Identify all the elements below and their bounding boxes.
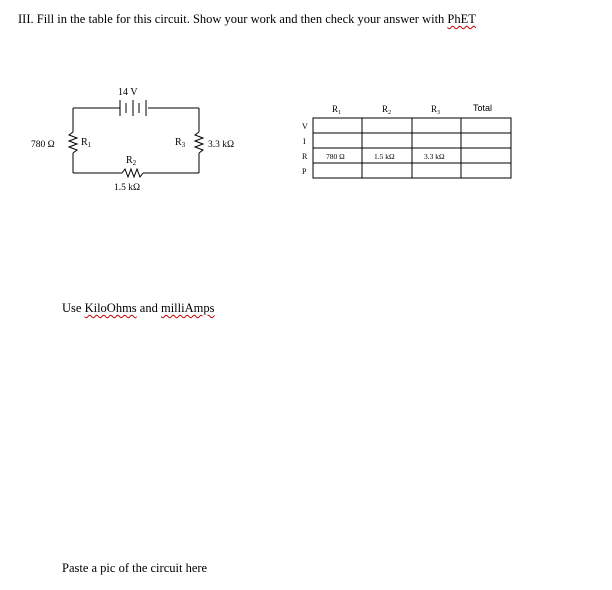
table-row-label-i: I bbox=[303, 137, 306, 146]
table-cell-r-r1: 780 Ω bbox=[326, 152, 345, 161]
table-row-label-v: V bbox=[302, 122, 308, 131]
heading-phet-word: PhET bbox=[447, 12, 476, 26]
note-kiloohms: KiloOhms bbox=[84, 301, 137, 315]
table-header-r1: $R_1$ bbox=[332, 104, 342, 116]
table-header-r3: $R_3$ bbox=[431, 104, 441, 116]
note-milliamps: milliAmps bbox=[160, 301, 215, 315]
note-prefix: Use bbox=[62, 301, 85, 315]
table-cell-r-r3: 3.3 kΩ bbox=[424, 152, 445, 161]
note-and: and bbox=[136, 301, 161, 315]
r3-value-label: 3.3 kΩ bbox=[208, 140, 235, 150]
paste-instruction: Paste a pic of the circuit here bbox=[62, 561, 208, 575]
battery-voltage-label: 14 V bbox=[118, 87, 138, 98]
table-row-label-r: R bbox=[302, 152, 308, 161]
table-header-total: Total bbox=[473, 103, 493, 113]
r2-value-label: 1.5 kΩ bbox=[114, 183, 141, 193]
table-cell-r-r2: 1.5 kΩ bbox=[374, 152, 395, 161]
r1-value-label: 780 Ω bbox=[31, 140, 55, 150]
r2-zigzag bbox=[122, 169, 143, 177]
r1-label: $R_1$ bbox=[81, 137, 92, 149]
r3-zigzag bbox=[195, 132, 203, 153]
table-header-r2: $R_2$ bbox=[382, 104, 392, 116]
table-row-label-p: P bbox=[302, 167, 307, 176]
values-table bbox=[302, 103, 511, 178]
heading-text: III. Fill in the table for this circuit. Show your work and then check your answer with bbox=[18, 12, 448, 26]
units-note bbox=[62, 301, 214, 316]
r2-label: $R_2$ bbox=[126, 155, 137, 167]
r3-label: $R_3$ bbox=[175, 137, 186, 149]
r1-zigzag bbox=[69, 132, 77, 153]
